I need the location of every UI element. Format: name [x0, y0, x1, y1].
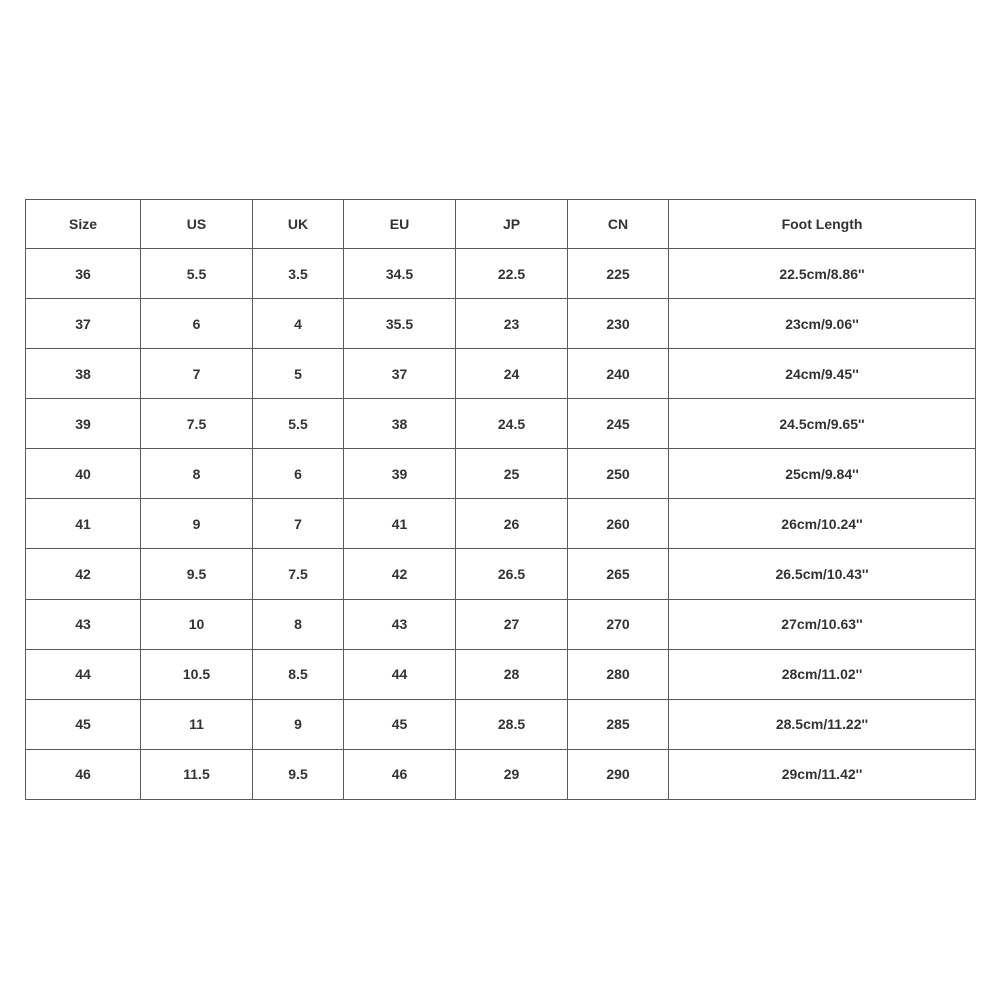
header-us: US [141, 200, 253, 249]
cell-size: 42 [26, 549, 141, 599]
cell-size: 41 [26, 499, 141, 549]
cell-uk: 3.5 [253, 249, 344, 299]
cell-jp: 26 [456, 499, 568, 549]
cell-foot-length: 24.5cm/9.65'' [669, 399, 976, 449]
cell-jp: 28 [456, 649, 568, 699]
cell-cn: 285 [568, 699, 669, 749]
cell-us: 10.5 [141, 649, 253, 699]
cell-eu: 44 [344, 649, 456, 699]
cell-cn: 265 [568, 549, 669, 599]
cell-cn: 270 [568, 599, 669, 649]
table-row [26, 749, 976, 799]
cell-eu: 35.5 [344, 299, 456, 349]
cell-jp: 27 [456, 599, 568, 649]
cell-jp: 24.5 [456, 399, 568, 449]
cell-eu: 39 [344, 449, 456, 499]
cell-uk: 5.5 [253, 399, 344, 449]
cell-foot-length: 26.5cm/10.43'' [669, 549, 976, 599]
cell-size: 39 [26, 399, 141, 449]
cell-uk: 4 [253, 299, 344, 349]
cell-foot-length: 26cm/10.24'' [669, 499, 976, 549]
cell-size: 40 [26, 449, 141, 499]
cell-uk: 9.5 [253, 749, 344, 799]
cell-cn: 230 [568, 299, 669, 349]
cell-uk: 6 [253, 449, 344, 499]
cell-uk: 8.5 [253, 649, 344, 699]
table-row [26, 549, 976, 599]
cell-size: 37 [26, 299, 141, 349]
cell-foot-length: 22.5cm/8.86'' [669, 249, 976, 299]
cell-jp: 29 [456, 749, 568, 799]
header-size: Size [26, 200, 141, 249]
cell-eu: 45 [344, 699, 456, 749]
cell-uk: 5 [253, 349, 344, 399]
table-row [26, 249, 976, 299]
cell-cn: 225 [568, 249, 669, 299]
cell-jp: 25 [456, 449, 568, 499]
header-jp: JP [456, 200, 568, 249]
cell-jp: 28.5 [456, 699, 568, 749]
cell-us: 6 [141, 299, 253, 349]
table-body [26, 249, 976, 800]
cell-size: 46 [26, 749, 141, 799]
cell-foot-length: 25cm/9.84'' [669, 449, 976, 499]
cell-eu: 41 [344, 499, 456, 549]
size-chart-table [25, 199, 976, 800]
cell-eu: 42 [344, 549, 456, 599]
cell-uk: 7.5 [253, 549, 344, 599]
table-row [26, 699, 976, 749]
cell-eu: 43 [344, 599, 456, 649]
cell-cn: 245 [568, 399, 669, 449]
cell-jp: 26.5 [456, 549, 568, 599]
header-foot-length: Foot Length [669, 200, 976, 249]
cell-us: 5.5 [141, 249, 253, 299]
cell-jp: 22.5 [456, 249, 568, 299]
cell-foot-length: 27cm/10.63'' [669, 599, 976, 649]
cell-foot-length: 24cm/9.45'' [669, 349, 976, 399]
header-cn: CN [568, 200, 669, 249]
table-header-row [26, 200, 976, 249]
cell-size: 45 [26, 699, 141, 749]
table-row [26, 299, 976, 349]
cell-us: 10 [141, 599, 253, 649]
cell-uk: 9 [253, 699, 344, 749]
cell-eu: 46 [344, 749, 456, 799]
cell-jp: 24 [456, 349, 568, 399]
table-row [26, 349, 976, 399]
cell-us: 9 [141, 499, 253, 549]
cell-us: 11 [141, 699, 253, 749]
cell-cn: 280 [568, 649, 669, 699]
cell-eu: 37 [344, 349, 456, 399]
cell-eu: 38 [344, 399, 456, 449]
table-row [26, 399, 976, 449]
cell-size: 36 [26, 249, 141, 299]
table-row [26, 599, 976, 649]
cell-uk: 8 [253, 599, 344, 649]
cell-us: 8 [141, 449, 253, 499]
cell-us: 9.5 [141, 549, 253, 599]
cell-us: 7 [141, 349, 253, 399]
cell-uk: 7 [253, 499, 344, 549]
cell-size: 43 [26, 599, 141, 649]
cell-us: 7.5 [141, 399, 253, 449]
cell-jp: 23 [456, 299, 568, 349]
table-row [26, 449, 976, 499]
cell-cn: 290 [568, 749, 669, 799]
header-eu: EU [344, 200, 456, 249]
cell-eu: 34.5 [344, 249, 456, 299]
cell-foot-length: 29cm/11.42'' [669, 749, 976, 799]
header-uk: UK [253, 200, 344, 249]
cell-foot-length: 23cm/9.06'' [669, 299, 976, 349]
cell-cn: 260 [568, 499, 669, 549]
table-row [26, 499, 976, 549]
cell-foot-length: 28.5cm/11.22'' [669, 699, 976, 749]
cell-foot-length: 28cm/11.02'' [669, 649, 976, 699]
cell-size: 44 [26, 649, 141, 699]
cell-cn: 240 [568, 349, 669, 399]
table-row [26, 649, 976, 699]
cell-size: 38 [26, 349, 141, 399]
cell-cn: 250 [568, 449, 669, 499]
cell-us: 11.5 [141, 749, 253, 799]
